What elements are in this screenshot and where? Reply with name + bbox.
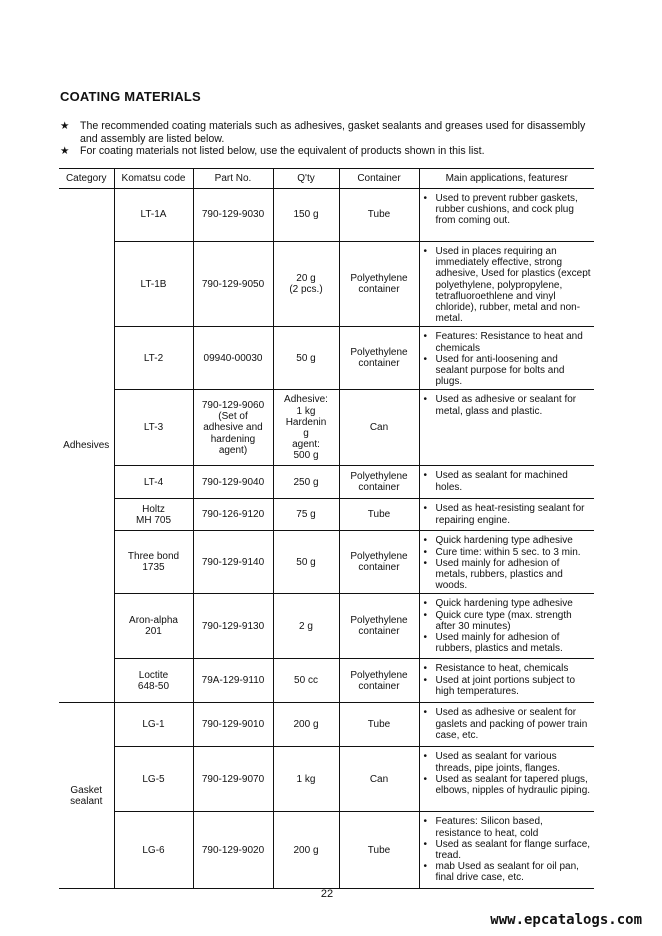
application-item: • Used as adhesive or sealent for gaslets and packing of power train case, etc.	[424, 707, 592, 741]
qty-cell: 20 g (2 pcs.)	[273, 242, 339, 327]
komatsu-code-cell: LT-4	[114, 466, 193, 499]
part-no-cell: 790-129-9010	[193, 703, 273, 747]
table-row	[59, 189, 594, 242]
application-item: • Used as heat-resisting sealant for repairing engine.	[424, 503, 592, 525]
applications-cell	[419, 499, 594, 531]
container-cell: Polyethylene container	[339, 242, 419, 327]
applications-cell	[419, 390, 594, 466]
note-text: For coating materials not listed below, use the equivalent of products shown in this list.	[80, 145, 485, 158]
application-item: • Features: Resistance to heat and chemicals	[424, 331, 592, 353]
container-cell: Polyethylene container	[339, 659, 419, 703]
qty-cell: 75 g	[273, 499, 339, 531]
komatsu-code-cell: LG-5	[114, 747, 193, 812]
komatsu-code-cell: LG-1	[114, 703, 193, 747]
part-no-cell: 09940-00030	[193, 327, 273, 390]
applications-cell	[419, 812, 594, 889]
applications-list	[424, 470, 592, 492]
table-row	[59, 594, 594, 659]
applications-list	[424, 394, 592, 416]
note-item	[60, 120, 596, 145]
table-row	[59, 531, 594, 594]
application-item: • Used as adhesive or sealant for metal, glass and plastic.	[424, 394, 592, 416]
application-item: • Used for anti-loosening and sealant purpose for bolts and plugs.	[424, 354, 592, 388]
note-item	[60, 145, 596, 158]
application-item: • Used mainly for adhesion of rubbers, plastics and metals.	[424, 632, 592, 654]
qty-cell: 50 cc	[273, 659, 339, 703]
part-no-cell: 790-129-9040	[193, 466, 273, 499]
applications-list	[424, 331, 592, 387]
table-row	[59, 659, 594, 703]
applications-cell	[419, 327, 594, 390]
container-cell: Tube	[339, 812, 419, 889]
container-cell: Polyethylene container	[339, 531, 419, 594]
table-row	[59, 242, 594, 327]
header-category: Category	[59, 169, 114, 189]
applications-list	[424, 503, 592, 525]
applications-cell	[419, 531, 594, 594]
container-cell: Can	[339, 747, 419, 812]
header-komatsu-code: Komatsu code	[114, 169, 193, 189]
applications-cell	[419, 594, 594, 659]
qty-cell: 200 g	[273, 703, 339, 747]
container-cell: Tube	[339, 499, 419, 531]
notes	[60, 120, 596, 158]
container-cell: Polyethylene container	[339, 466, 419, 499]
application-item: • Used as sealant for various threads, pipe joints, flanges.	[424, 751, 592, 773]
part-no-cell: 790-129-9050	[193, 242, 273, 327]
category-cell: Adhesives	[59, 189, 114, 703]
qty-cell: 250 g	[273, 466, 339, 499]
komatsu-code-cell: LT-3	[114, 390, 193, 466]
header-part-no: Part No.	[193, 169, 273, 189]
applications-cell	[419, 189, 594, 242]
applications-list	[424, 707, 592, 741]
applications-cell	[419, 466, 594, 499]
header-qty: Q'ty	[273, 169, 339, 189]
part-no-cell: 790-129-9060 (Set of adhesive and hardening agent)	[193, 390, 273, 466]
application-item: • Quick cure type (max. strength after 30 minutes)	[424, 610, 592, 632]
coating-materials-table	[59, 168, 594, 889]
applications-cell	[419, 747, 594, 812]
applications-cell	[419, 242, 594, 327]
container-cell: Polyethylene container	[339, 327, 419, 390]
qty-cell: 200 g	[273, 812, 339, 889]
application-item: • Resistance to heat, chemicals	[424, 663, 592, 674]
application-item: • Used as sealant for machined holes.	[424, 470, 592, 492]
part-no-cell: 790-126-9120	[193, 499, 273, 531]
header-main-applications: Main applications, featuresr	[419, 169, 594, 189]
part-no-cell: 790-129-9030	[193, 189, 273, 242]
table-row	[59, 703, 594, 747]
qty-cell: Adhesive: 1 kg Hardenin g agent: 500 g	[273, 390, 339, 466]
table-row	[59, 327, 594, 390]
komatsu-code-cell: LT-1A	[114, 189, 193, 242]
application-item: • Quick hardening type adhesive	[424, 535, 592, 546]
komatsu-code-cell: Three bond 1735	[114, 531, 193, 594]
applications-cell	[419, 703, 594, 747]
application-item: • Used in places requiring an immediately effective, strong adhesive, Used for plastics (except polyethylene, polypropylene, tetrafluoroethlene and vinyl chloride), rubber, metal and non-metal.	[424, 246, 592, 324]
komatsu-code-cell: LT-1B	[114, 242, 193, 327]
qty-cell: 1 kg	[273, 747, 339, 812]
part-no-cell: 790-129-9140	[193, 531, 273, 594]
applications-list	[424, 816, 592, 883]
applications-list	[424, 535, 592, 591]
applications-list	[424, 663, 592, 697]
container-cell: Can	[339, 390, 419, 466]
table-row	[59, 466, 594, 499]
komatsu-code-cell: LT-2	[114, 327, 193, 390]
applications-list	[424, 193, 592, 227]
table-row	[59, 747, 594, 812]
star-icon: ★	[60, 145, 70, 158]
application-item: • Used as sealant for flange surface, tread.	[424, 839, 592, 861]
container-cell: Tube	[339, 703, 419, 747]
watermark: www.epcatalogs.com	[490, 912, 642, 928]
qty-cell: 150 g	[273, 189, 339, 242]
komatsu-code-cell: Holtz MH 705	[114, 499, 193, 531]
application-item: • Used as sealant for tapered plugs, elbows, nipples of hydraulic piping.	[424, 774, 592, 796]
qty-cell: 2 g	[273, 594, 339, 659]
komatsu-code-cell: LG-6	[114, 812, 193, 889]
table-row	[59, 390, 594, 466]
application-item: • Used mainly for adhesion of metals, rubbers, plastics and woods.	[424, 558, 592, 592]
container-cell: Polyethylene container	[339, 594, 419, 659]
section-title: COATING MATERIALS	[60, 89, 201, 104]
page-number: 22	[320, 888, 334, 900]
table-row	[59, 812, 594, 889]
star-icon: ★	[60, 120, 70, 132]
header-row	[59, 169, 594, 189]
komatsu-code-cell: Loctite 648-50	[114, 659, 193, 703]
part-no-cell: 790-129-9130	[193, 594, 273, 659]
applications-cell	[419, 659, 594, 703]
part-no-cell: 79A-129-9110	[193, 659, 273, 703]
note-text: The recommended coating materials such as adhesives, gasket sealants and greases used for disassembly and assembly are listed below.	[80, 120, 586, 145]
application-item: • Used at joint portions subject to high temperatures.	[424, 675, 592, 697]
qty-cell: 50 g	[273, 531, 339, 594]
qty-cell: 50 g	[273, 327, 339, 390]
applications-list	[424, 246, 592, 324]
application-item: • Features: Silicon based, resistance to heat, cold	[424, 816, 592, 838]
part-no-cell: 790-129-9070	[193, 747, 273, 812]
application-item: • Used to prevent rubber gaskets, rubber cushions, and cock plug from coming out.	[424, 193, 592, 227]
part-no-cell: 790-129-9020	[193, 812, 273, 889]
application-item: • mab Used as sealant for oil pan, final drive case, etc.	[424, 861, 592, 883]
container-cell: Tube	[339, 189, 419, 242]
applications-list	[424, 751, 592, 796]
applications-list	[424, 598, 592, 654]
header-container: Container	[339, 169, 419, 189]
table-row	[59, 499, 594, 531]
komatsu-code-cell: Aron-alpha 201	[114, 594, 193, 659]
application-item: • Cure time: within 5 sec. to 3 min.	[424, 547, 592, 558]
category-cell: Gasket sealant	[59, 703, 114, 889]
application-item: • Quick hardening type adhesive	[424, 598, 592, 609]
